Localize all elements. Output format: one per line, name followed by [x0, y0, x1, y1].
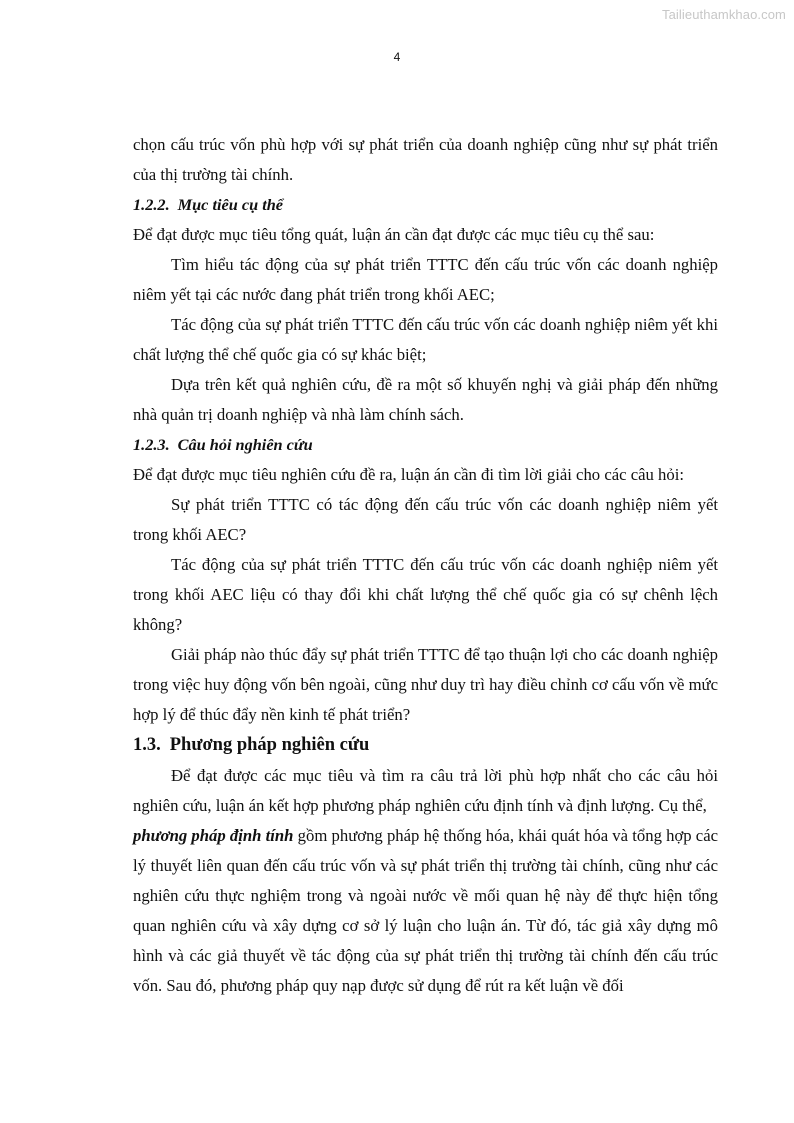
heading-1-2-3	[133, 430, 718, 460]
objective-item-2: Tác động của sự phát triển TTTC đến cấu trúc vốn các doanh nghiệp niêm yết khi chất lượng thể chế quốc gia có sự khác biệt;	[133, 315, 718, 364]
heading-number: 1.3.	[133, 735, 161, 755]
heading-1-3	[133, 730, 718, 761]
methodology-paragraph	[133, 761, 718, 1001]
heading-title: Câu hỏi nghiên cứu	[177, 435, 313, 454]
heading-title: Mục tiêu cụ thể	[177, 195, 284, 214]
methodology-emphasis: phương pháp định tính	[133, 826, 294, 845]
section-lead: Để đạt được mục tiêu tổng quát, luận án cần đạt được các mục tiêu cụ thể sau:	[133, 225, 655, 244]
intro-paragraph: chọn cấu trúc vốn phù hợp với sự phát triển của doanh nghiệp cũng như sự phát triển của thị trường tài chính.	[133, 135, 718, 184]
methodology-text-start: Để đạt được các mục tiêu và tìm ra câu trả lời phù hợp nhất cho các câu hỏi nghiên cứu, luận án kết hợp phương pháp nghiên cứu định tính và định lượng. Cụ thể,	[133, 766, 718, 815]
page-number: 4	[393, 50, 401, 64]
question-item-1: Sự phát triển TTTC có tác động đến cấu trúc vốn các doanh nghiệp niêm yết trong khối AEC?	[133, 495, 718, 544]
watermark: Tailieuthamkhao.com	[661, 7, 786, 22]
objective-item-3: Dựa trên kết quả nghiên cứu, đề ra một số khuyến nghị và giải pháp đến những nhà quản trị doanh nghiệp và nhà làm chính sách.	[133, 375, 718, 424]
section-lead: Để đạt được mục tiêu nghiên cứu đề ra, luận án cần đi tìm lời giải cho các câu hỏi:	[133, 465, 685, 484]
question-item-3: Giải pháp nào thúc đẩy sự phát triển TTTC để tạo thuận lợi cho các doanh nghiệp trong việc huy động vốn bên ngoài, cũng như duy trì hay điều chỉnh cơ cấu vốn về mức hợp lý để thúc đẩy nền kinh tế phát triển?	[133, 645, 718, 724]
heading-number: 1.2.3.	[133, 435, 170, 454]
heading-number: 1.2.2.	[133, 195, 170, 214]
document-body	[133, 130, 718, 1001]
question-item-2: Tác động của sự phát triển TTTC đến cấu trúc vốn các doanh nghiệp niêm yết trong khối AEC liệu có thay đổi khi chất lượng thể chế quốc gia có sự chênh lệch không?	[133, 555, 718, 634]
objective-item-1: Tìm hiểu tác động của sự phát triển TTTC đến cấu trúc vốn các doanh nghiệp niêm yết tại các nước đang phát triển trong khối AEC;	[133, 255, 718, 304]
heading-title: Phương pháp nghiên cứu	[169, 735, 370, 755]
methodology-text-rest: gồm phương pháp hệ thống hóa, khái quát hóa và tổng hợp các lý thuyết liên quan đến cấu trúc vốn và sự phát triển thị trường tài chính, cũng như các nghiên cứu thực nghiệm trong và ngoài nước về mối quan hệ này để thực hiện tổng quan nghiên cứu và xây dựng cơ sở lý luận cho luận án. Từ đó, tác giả xây dựng mô hình và các giả thuyết về tác động của sự phát triển thị trường tài chính đến cấu trúc vốn. Sau đó, phương pháp quy nạp được sử dụng để rút ra kết luận về đối	[133, 826, 719, 995]
heading-1-2-2	[133, 190, 718, 220]
